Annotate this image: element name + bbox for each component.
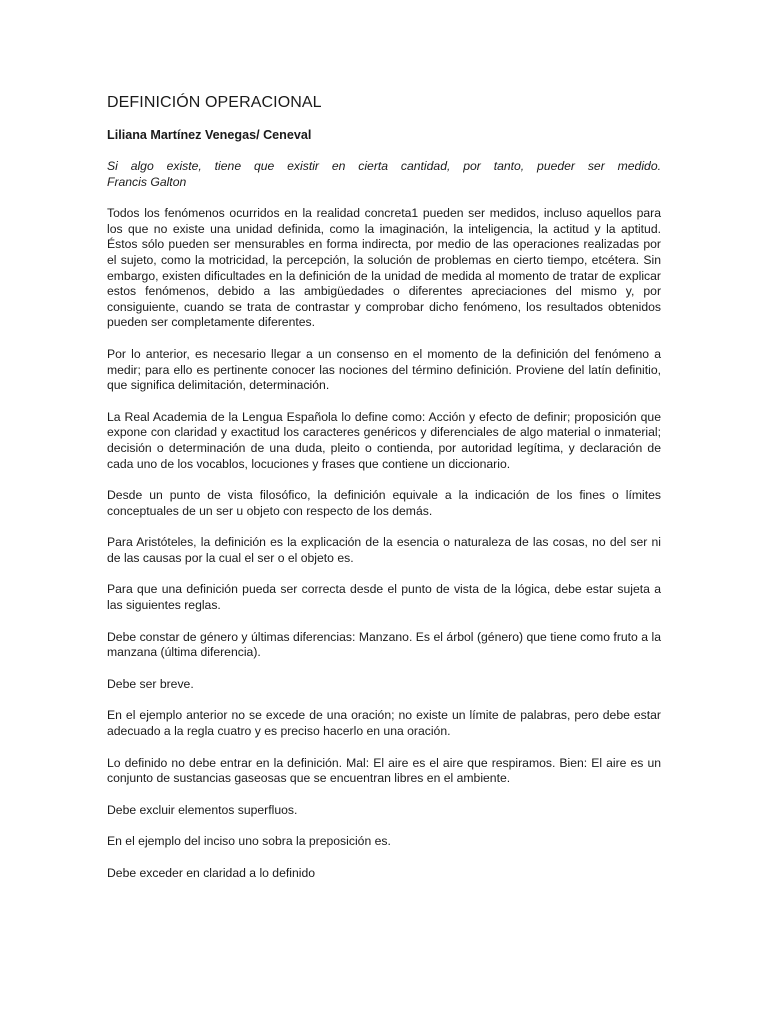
paragraph: Debe excluir elementos superfluos. <box>107 802 298 817</box>
paragraph: Desde un punto de vista filosófico, la definición equivale a la indicación de los fines o límites conceptuales de un ser u objeto con respecto de los demás. <box>107 488 661 518</box>
paragraph: Debe exceder en claridad a lo definido <box>107 866 316 880</box>
epigraph-quote: Si algo existe, tiene que existir en cierta cantidad, por tanto, pueder ser medido. <box>107 159 661 173</box>
page-title: DEFINICIÓN OPERACIONAL <box>107 94 322 111</box>
paragraph: Para que una definición pueda ser correcta desde el punto de vista de la lógica, debe estar sujeta a las siguientes reglas. <box>107 582 661 613</box>
paragraph: La Real Academia de la Lengua Española lo define como: Acción y efecto de definir; proposición que expone con claridad y exactitud los caracteres genéricos y diferenciales de algo material o inmaterial; decisión o determinación de una duda, pleito o contienda, por autoridad legítima, y declaración de cada uno de los vocablos, locuciones y frases que contiene un diccionario. <box>107 409 661 471</box>
paragraph: Para Aristóteles, la definición es la explicación de la esencia o naturaleza de las cosas, no del ser ni de las causas por la cual el ser o el objeto es. <box>107 535 661 565</box>
paragraph: Por lo anterior, es necesario llegar a un consenso en el momento de la definición del fenómeno a medir; para ello es pertinente conocer las nociones del término definición. Proviene del latín definitio, que significa delimitación, determinación. <box>107 346 661 393</box>
paragraph: Debe constar de género y últimas diferencias: Manzano. Es el árbol (género) que tiene como fruto a la manzana (última diferencia). <box>107 629 661 660</box>
paragraph: En el ejemplo del inciso uno sobra la preposición es. <box>107 834 391 849</box>
paragraph: En el ejemplo anterior no se excede de una oración; no existe un límite de palabras, pero debe estar adecuado a la regla cuatro y es preciso hacerlo en una oración. <box>107 708 661 739</box>
paragraph: Todos los fenómenos ocurridos en la realidad concreta1 pueden ser medidos, incluso aquellos para los que no existe una unidad definida, como la imaginación, la inteligencia, la actitud y la aptitud. Éstos sólo pueden ser mensurables en forma indirecta, por medio de las operaciones realizadas por el sujeto, como la motricidad, la percepción, la solución de problemas en cierto tiempo, etcétera. Sin embargo, existen dificultades en la definición de la unidad de medida al momento de tratar de explicar estos fenómenos, debido a las ambigüedades o diferentes apreciaciones del mismo y, por consiguiente, cuando se trata de contrastar y comprobar dicho fenómeno, los resultados obtenidos pueden ser completamente diferentes. <box>107 206 661 330</box>
author-line: Liliana Martínez Venegas/ Ceneval <box>107 128 312 142</box>
epigraph-attribution: Francis Galton <box>107 174 187 189</box>
paragraph: Lo definido no debe entrar en la definición. Mal: El aire es el aire que respiramos. Bien: El aire es un conjunto de sustancias gaseosas que se encuentran libres en el ambiente. <box>107 755 661 786</box>
paragraph: Debe ser breve. <box>107 676 194 691</box>
